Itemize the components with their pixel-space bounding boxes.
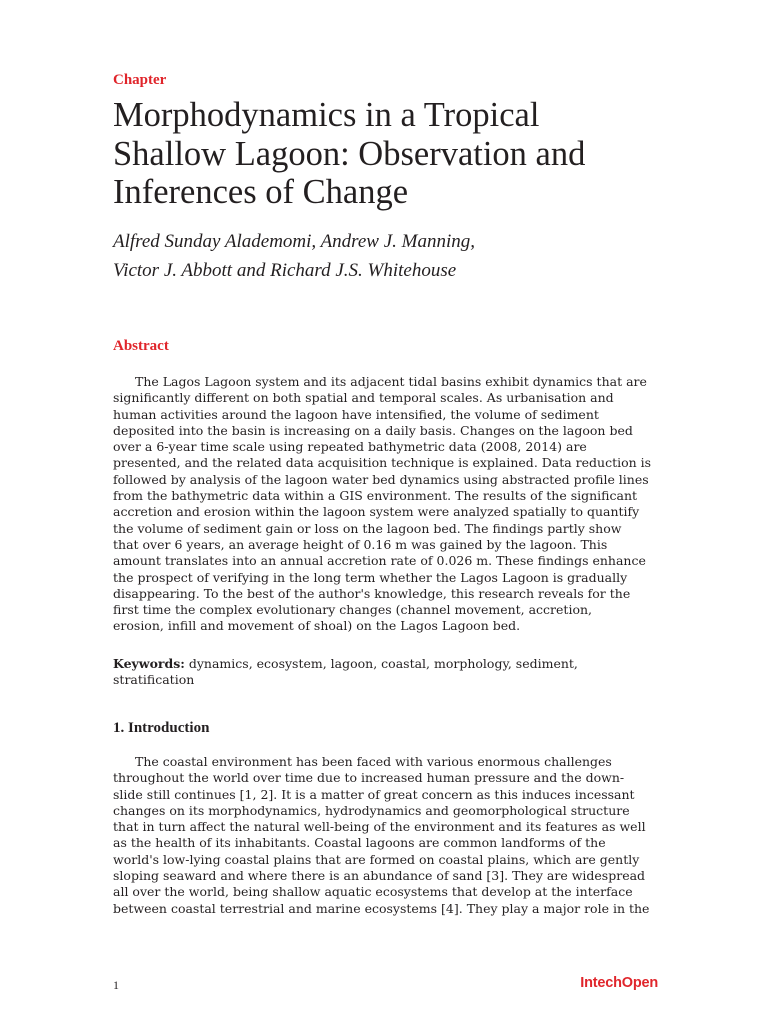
- page-number: 1: [113, 978, 119, 992]
- intro-line: changes on its morphodynamics, hydrodynamics and geomorphological structure: [113, 802, 630, 818]
- abstract-line: over a 6-year time scale using repeated bathymetric data (2008, 2014) are: [113, 439, 587, 455]
- document-page: [113, 0, 657, 1024]
- abstract-line: the prospect of verifying in the long term whether the Lagos Lagoon is gradually: [113, 569, 628, 585]
- abstract-line: amount translates into an annual accretion rate of 0.026 m. These findings enhance: [113, 553, 646, 569]
- abstract-text: [113, 374, 658, 635]
- abstract-heading: Abstract: [113, 338, 169, 354]
- abstract-line: followed by analysis of the lagoon water bed dynamics using abstracted profile lines: [113, 471, 649, 487]
- keywords-values: dynamics, ecosystem, lagoon, coastal, morphology, sediment,: [184, 656, 578, 671]
- intro-line: as the health of its inhabitants. Coastal lagoons are common landforms of the: [113, 835, 606, 851]
- intro-line: between coastal terrestrial and marine ecosystems [4]. They play a major role in the: [113, 900, 650, 916]
- abstract-line: presented, and the related data acquisition technique is explained. Data reduction is: [113, 455, 652, 471]
- abstract-line: the volume of sediment gain or loss on the lagoon bed. The findings partly show: [113, 520, 622, 536]
- abstract-line: disappearing. To the best of the author's knowledge, this research reveals for the: [113, 585, 631, 601]
- author-list: [113, 227, 475, 285]
- intro-text: [113, 754, 658, 917]
- title-line: Inferences of Change: [113, 173, 409, 211]
- title-line: Morphodynamics in a Tropical: [113, 96, 540, 134]
- author-line: Victor J. Abbott and Richard J.S. Whitehouse: [113, 260, 457, 281]
- abstract-line: that over 6 years, an average height of 0.16 m was gained by the lagoon. This: [113, 536, 608, 552]
- keywords-label: Keywords:: [113, 656, 185, 671]
- title-line: Shallow Lagoon: Observation and: [113, 134, 586, 173]
- author-line: Alfred Sunday Alademomi, Andrew J. Manning,: [113, 231, 476, 252]
- abstract-line: human activities around the lagoon have intensified, the volume of sediment: [113, 406, 599, 422]
- abstract-line: deposited into the basin is increasing on a daily basis. Changes on the lagoon bed: [113, 422, 633, 438]
- intro-line: throughout the world over time due to increased human pressure and the down-: [113, 770, 625, 786]
- abstract-line: erosion, infill and movement of shoal) on the Lagos Lagoon bed.: [113, 618, 521, 634]
- keywords: [113, 656, 658, 689]
- intro-line: that in turn affect the natural well-being of the environment and its features as well: [113, 819, 646, 835]
- publisher-logo: IntechOpen: [580, 975, 658, 991]
- keywords-values: stratification: [113, 672, 195, 688]
- abstract-line: accretion and erosion within the lagoon system were analyzed spatially to quantify: [113, 504, 640, 520]
- intro-line: all over the world, being shallow aquatic ecosystems that develop at the interface: [113, 884, 633, 900]
- intro-line: world's low-lying coastal plains that are formed on coastal plains, which are gently: [113, 851, 640, 867]
- section-heading: 1. Introduction: [113, 720, 210, 736]
- chapter-title: [113, 96, 673, 212]
- chapter-label: Chapter: [113, 72, 167, 88]
- abstract-line: first time the complex evolutionary changes (channel movement, accretion,: [113, 602, 593, 618]
- intro-line: slide still continues [1, 2]. It is a matter of great concern as this induces incessant: [113, 786, 635, 802]
- abstract-line: from the bathymetric data within a GIS environment. The results of the significant: [113, 488, 638, 504]
- abstract-line: significantly different on both spatial and temporal scales. As urbanisation and: [113, 390, 614, 406]
- abstract-line: The Lagos Lagoon system and its adjacent tidal basins exhibit dynamics that are: [135, 374, 647, 389]
- intro-line: The coastal environment has been faced with various enormous challenges: [135, 754, 612, 769]
- intro-line: sloping seaward and where there is an abundance of sand [3]. They are widespread: [113, 868, 646, 884]
